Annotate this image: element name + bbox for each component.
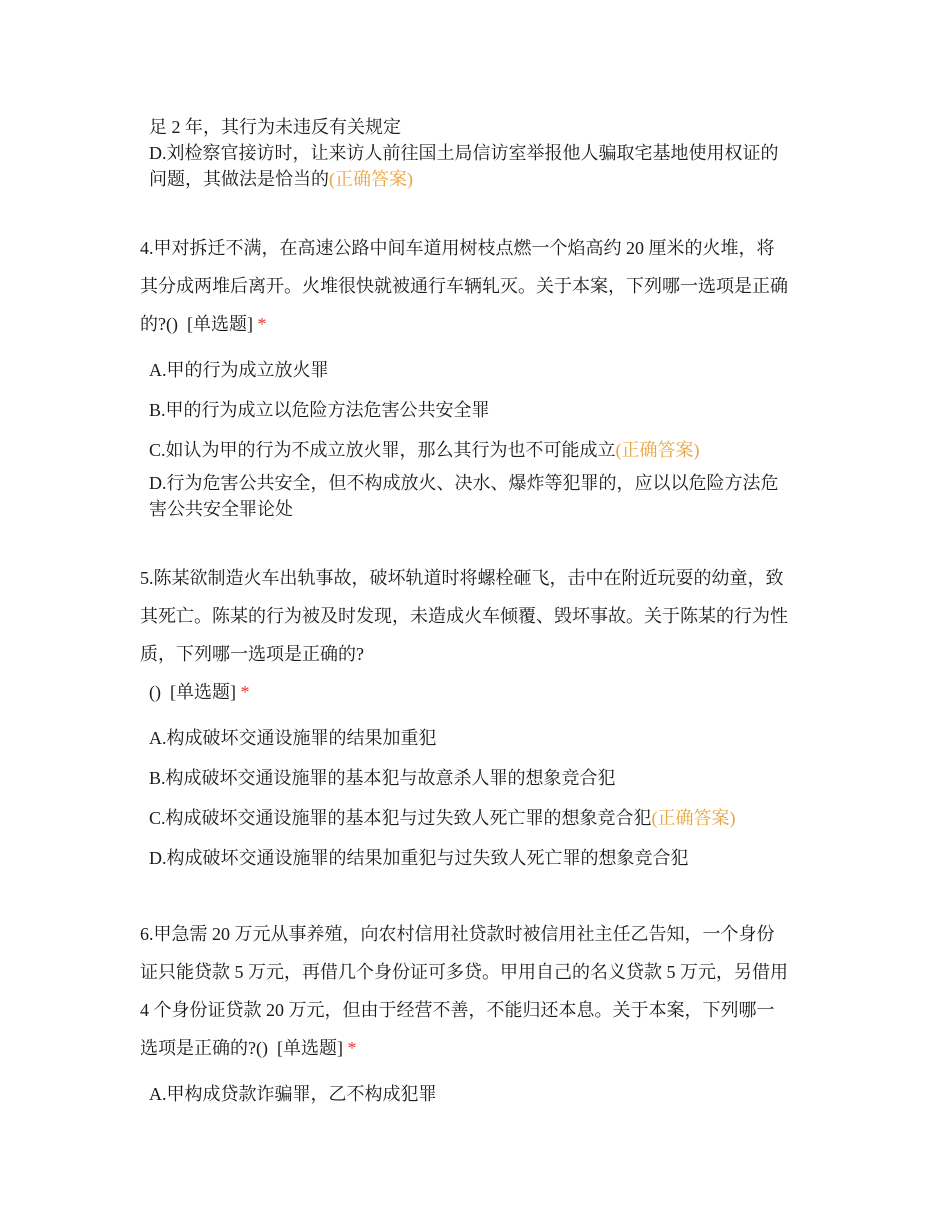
question-text: 6.甲急需 20 万元从事养殖，向农村信用社贷款时被信用社主任乙告知，一个身份 — [140, 924, 775, 944]
q4-option-a[interactable] — [149, 357, 809, 383]
question-text: 4 个身份证贷款 20 万元，但由于经营不善，不能归还本息。关于本案，下列哪一 — [140, 1000, 775, 1020]
question-type-label: [单选题] — [187, 314, 253, 334]
option-text: D.构成破坏交通设施罪的结果加重犯与过失致人死亡罪的想象竞合犯 — [149, 848, 689, 868]
option-text: 害公共安全罪论处 — [149, 499, 293, 519]
option-text: A.甲构成贷款诈骗罪，乙不构成犯罪 — [149, 1084, 437, 1104]
option-text: D.行为危害公共安全，但不构成放火、决水、爆炸等犯罪的，应以以危险方法危 — [149, 473, 779, 493]
q6-option-a[interactable] — [149, 1081, 809, 1107]
correct-answer-tag: (正确答案) — [615, 440, 700, 460]
q5-option-d[interactable] — [149, 845, 809, 871]
question-text: 5.陈某欲制造火车出轨事故，破坏轨道时将螺栓砸飞，击中在附近玩耍的幼童，致 — [140, 568, 784, 588]
q5-option-a[interactable] — [149, 725, 809, 751]
correct-answer-tag: (正确答案) — [651, 808, 736, 828]
option-text: B.构成破坏交通设施罪的基本犯与故意杀人罪的想象竞合犯 — [149, 768, 616, 788]
option-text: C.如认为甲的行为不成立放火罪，那么其行为也不可能成立 — [149, 440, 616, 460]
question-text: 其死亡。陈某的行为被及时发现，未造成火车倾覆、毁坏事故。关于陈某的行为性 — [140, 606, 788, 626]
question-text: 的? — [140, 314, 166, 334]
option-text: D.刘检察官接访时，让来访人前往国土局信访室举报他人骗取宅基地使用权证的 — [149, 143, 779, 163]
question-text: 其分成两堆后离开。火堆很快就被通行车辆轧灭。关于本案，下列哪一选项是正确 — [140, 276, 788, 296]
q4-option-d[interactable] — [149, 470, 809, 522]
question-text: 质，下列哪一选项是正确的? — [140, 644, 364, 664]
option-text: B.甲的行为成立以危险方法危害公共安全罪 — [149, 400, 490, 420]
required-mark: * — [347, 1038, 357, 1058]
q5-option-b[interactable] — [149, 765, 809, 791]
question-4-title — [140, 229, 815, 343]
answer-blank: () — [256, 1038, 268, 1058]
option-text: A.甲的行为成立放火罪 — [149, 360, 329, 380]
q3-option-d — [149, 140, 809, 192]
option-text: C.构成破坏交通设施罪的基本犯与过失致人死亡罪的想象竞合犯 — [149, 808, 652, 828]
correct-answer-tag: (正确答案) — [329, 169, 413, 189]
required-mark: * — [257, 314, 267, 334]
q5-option-c[interactable] — [149, 805, 809, 831]
answer-blank: () — [166, 314, 178, 334]
q3-option-c-tail — [149, 114, 809, 140]
question-text: 4.甲对拆迁不满，在高速公路中间车道用树枝点燃一个焰高约 20 厘米的火堆，将 — [140, 238, 775, 258]
q4-option-b[interactable] — [149, 397, 809, 423]
answer-blank: () — [149, 682, 161, 702]
q4-option-c[interactable] — [149, 437, 809, 463]
question-type-label: [单选题] — [277, 1038, 343, 1058]
question-type-label: [单选题] — [170, 682, 236, 702]
option-text: 问题，其做法是恰当的 — [149, 169, 329, 189]
question-6-title — [140, 915, 815, 1067]
question-5-title — [140, 559, 815, 711]
question-text: 证只能贷款 5 万元，再借几个身份证可多贷。甲用自己的名义贷款 5 万元，另借用 — [140, 962, 788, 982]
option-text: 足 2 年，其行为未违反有关规定 — [149, 117, 401, 137]
question-text: 选项是正确的? — [140, 1038, 256, 1058]
option-text: A.构成破坏交通设施罪的结果加重犯 — [149, 728, 437, 748]
required-mark: * — [240, 682, 250, 702]
